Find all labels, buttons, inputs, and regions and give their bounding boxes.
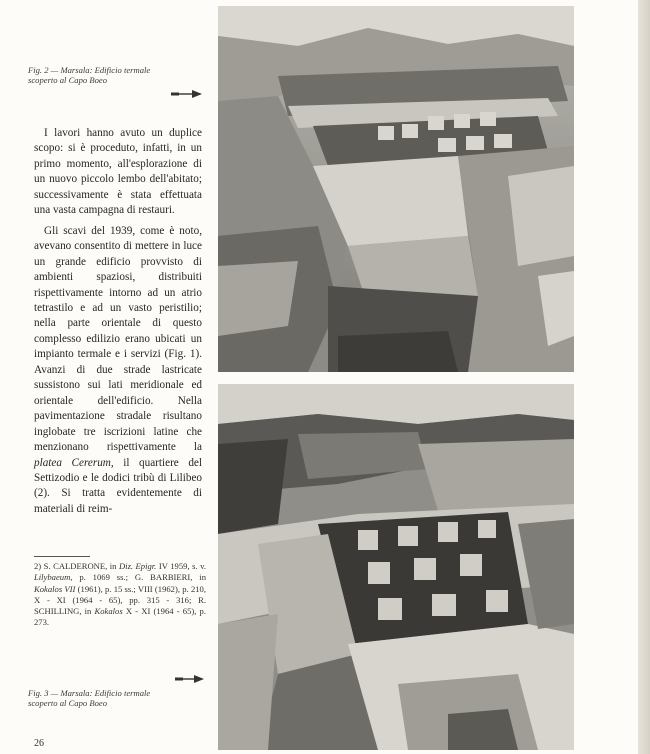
- body-text: [34, 126, 202, 517]
- paragraph-1: I lavori hanno avuto un duplice scopo: si è proceduto, infatti, in un primo momento, all'esplorazione di un nuovo piccolo lembo dell'abitato; successivamente è stata effettuata una vasta campagna di restauri.: [34, 127, 202, 217]
- paragraph-2: Gli scavi del 1939, come è noto, avevano consentito di mettere in luce un grande edificio provvisto di ambienti spaziosi, distribuiti rispettivamente intorno ad un atrio tetrastilo e ad un vasto peristilio; nella parte orientale di questo complesso edilizio erano ubicati un impianto termale e i servizi (Fig. 1). Avanzi di due strade lastricate sussistono sui lati meridionale ed orientale dell'edificio. Nella pavimentazione stradale risultano inglobate tre iscrizioni latine che menzionano rispettivamente la platea Cererum, il quartiere del Settizodio e le dodici tribù di Lilibeo (2). Si tratta evidentemente di materiali di reim-: [34, 224, 202, 515]
- arrow-right-icon: [170, 89, 204, 99]
- latin-term: platea Cererum,: [34, 456, 114, 469]
- figure-2-photo: [218, 6, 574, 372]
- footnote-rule: [34, 556, 90, 557]
- footnote: 2) S. CALDERONE, in Diz. Epigr. IV 1959, s. v. Lilybaeum, p. 1069 ss.; G. BARBIERI, in Kokalos VII (1961), p. 15 ss.; VIII (1962), p. 210, X - XI (1964 - 65), pp. 315 - 316; R. SCHILLING, in Kokalos X - XI (1964 - 65), p. 273.: [34, 561, 206, 628]
- figure-3-caption: Fig. 3 — Marsala: Edificio termale scoperto al Capo Boeo: [28, 688, 151, 708]
- page-number: 26: [34, 738, 44, 749]
- figure-2-caption: Fig. 2 — Marsala: Edificio termale scoperto al Capo Boeo: [28, 65, 151, 85]
- arrow-right-icon: [174, 674, 206, 684]
- figure-3-photo: [218, 384, 574, 750]
- page-edge: [638, 0, 650, 754]
